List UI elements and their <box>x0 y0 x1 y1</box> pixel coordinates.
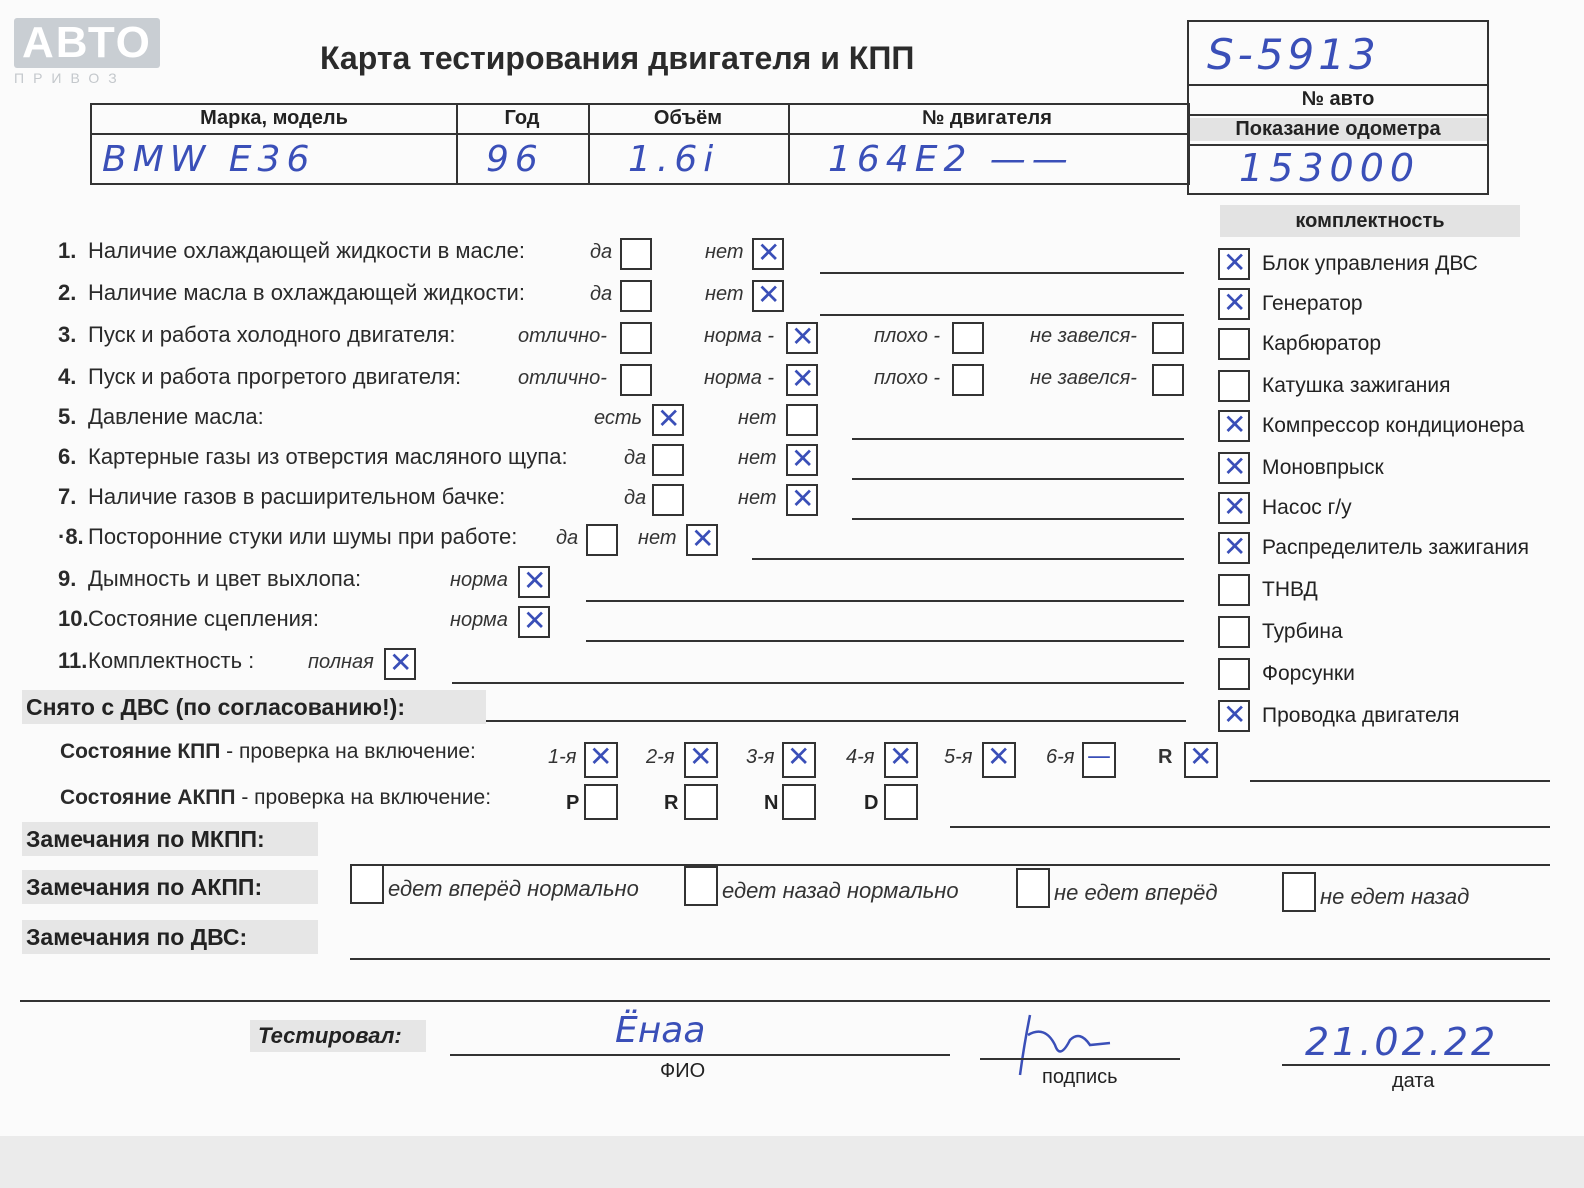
question-7-opt-1-label: нет <box>738 487 777 509</box>
question-3-opt-1-checkbox[interactable] <box>786 322 818 354</box>
kpp-gear-label: 2-я <box>646 746 675 768</box>
question-1-opt-0-label: да <box>590 241 613 263</box>
komplekt-checkbox[interactable] <box>1218 328 1250 360</box>
kpp-gear-checkbox[interactable] <box>584 742 618 778</box>
question-5-opt-1-checkbox[interactable] <box>786 404 818 436</box>
removed-line[interactable] <box>486 720 1186 722</box>
question-11-opt-0-checkbox[interactable] <box>384 648 416 680</box>
kpp-gear-checkbox[interactable] <box>884 742 918 778</box>
akpp-mode-checkbox[interactable] <box>884 784 918 820</box>
date-line[interactable] <box>1282 1064 1550 1066</box>
komplekt-checkbox[interactable] <box>1218 616 1250 648</box>
komplekt-item-label: Распределитель зажигания <box>1262 536 1530 559</box>
question-6-opt-0-label: да <box>624 447 647 469</box>
question-2-opt-1-checkbox[interactable] <box>752 280 784 312</box>
komplekt-item-label: Компрессор кондиционера <box>1262 414 1525 437</box>
komplekt-item-label: Карбюратор <box>1262 332 1382 355</box>
remarks-dvs-label: Замечания по ДВС: <box>22 920 318 954</box>
removed-label: Снято с ДВС (по согласованию!): <box>22 690 486 724</box>
komplekt-item[interactable] <box>1218 288 1558 322</box>
kpp-gear-label: 6-я <box>1046 746 1075 768</box>
akpp-remark-checkbox[interactable] <box>684 866 718 906</box>
komplekt-checkbox[interactable] <box>1218 248 1250 280</box>
akpp-remark-checkbox[interactable] <box>350 864 384 904</box>
date-label: дата <box>1392 1070 1435 1092</box>
komplekt-item[interactable] <box>1218 410 1558 444</box>
fio-line[interactable] <box>450 1054 950 1056</box>
komplekt-item[interactable] <box>1218 616 1558 650</box>
remarks-mkpp-line[interactable] <box>350 864 1550 866</box>
kpp-gear-checkbox[interactable] <box>684 742 718 778</box>
question-5-opt-1-label: нет <box>738 407 777 429</box>
remarks-akpp-label: Замечания по АКПП: <box>22 870 318 904</box>
question-6-opt-0-checkbox[interactable] <box>652 444 684 476</box>
question-6-notes-line[interactable] <box>852 478 1184 480</box>
akpp-mode-label: N <box>764 792 779 814</box>
remarks-dvs-line-2[interactable] <box>20 1000 1550 1002</box>
question-4-opt-3-label: не завелся- <box>1030 367 1137 389</box>
question-4-opt-1-label: норма - <box>704 367 775 389</box>
question-4-opt-0-checkbox[interactable] <box>620 364 652 396</box>
question-5: 5. Давление масла: <box>58 404 264 429</box>
question-2-opt-0-label: да <box>590 283 613 305</box>
komplekt-checkbox[interactable] <box>1218 574 1250 606</box>
akpp-mode-label: R <box>664 792 679 814</box>
auto-number-box <box>1187 20 1489 195</box>
question-3-opt-0-label: отлично- <box>518 325 607 347</box>
question-4: 4. Пуск и работа прогретого двигателя: <box>58 364 462 389</box>
komplekt-item[interactable] <box>1218 532 1558 566</box>
question-8: ·8. Посторонние стуки или шумы при работе: <box>58 524 518 549</box>
komplekt-item-label: Форсунки <box>1262 662 1355 685</box>
question-1-opt-1-label: нет <box>705 241 744 263</box>
komplekt-item-label: Насос г/у <box>1262 496 1352 519</box>
komplekt-item-label: Генератор <box>1262 292 1363 315</box>
question-3-opt-3-checkbox[interactable] <box>1152 322 1184 354</box>
kpp-gear-checkbox[interactable] <box>1082 742 1116 778</box>
question-1: 1. Наличие охлаждающей жидкости в масле: <box>58 238 525 263</box>
komplekt-item[interactable] <box>1218 658 1558 692</box>
question-5-notes-line[interactable] <box>852 438 1184 440</box>
question-11-opt-0-label: полная <box>308 651 374 673</box>
header-col-year: Год 96 <box>456 105 590 183</box>
question-9: 9. Дымность и цвет выхлопа: <box>58 566 362 591</box>
question-11: 11.Комплектность : <box>58 648 255 673</box>
komplekt-item[interactable] <box>1218 370 1558 404</box>
question-1-notes-line[interactable] <box>820 272 1184 274</box>
question-2-opt-1-label: нет <box>705 283 744 305</box>
question-8-notes-line[interactable] <box>752 558 1184 560</box>
komplekt-checkbox[interactable] <box>1218 410 1250 442</box>
akpp-label: Состояние АКПП - проверка на включение: <box>60 786 492 809</box>
question-2-notes-line[interactable] <box>820 314 1184 316</box>
kpp-gear-checkbox[interactable] <box>1184 742 1218 778</box>
komplekt-item[interactable] <box>1218 574 1558 608</box>
komplekt-title: комплектность <box>1220 205 1520 237</box>
kpp-gear-label: R <box>1158 746 1173 768</box>
logo <box>14 18 160 86</box>
vehicle-header-table <box>90 103 1190 185</box>
kpp-gear-checkbox[interactable] <box>782 742 816 778</box>
question-4-opt-1-checkbox[interactable] <box>786 364 818 396</box>
auto-number-label: № авто <box>1301 88 1375 110</box>
akpp-line[interactable] <box>950 826 1550 828</box>
akpp-remark-label: не едет назад <box>1320 884 1470 909</box>
question-9-opt-0-checkbox[interactable] <box>518 566 550 598</box>
kpp-gear-label: 1-я <box>548 746 577 768</box>
fio-label: ФИО <box>660 1060 706 1082</box>
komplekt-checkbox[interactable] <box>1218 452 1250 484</box>
komplekt-item[interactable] <box>1218 248 1558 282</box>
question-7-opt-1-checkbox[interactable] <box>786 484 818 516</box>
akpp-mode-label: D <box>864 792 879 814</box>
question-7-opt-0-label: да <box>624 487 647 509</box>
komplekt-item[interactable] <box>1218 700 1558 734</box>
komplekt-item[interactable] <box>1218 328 1558 362</box>
akpp-remark-label: едет вперёд нормально <box>388 876 639 901</box>
fio-value: Ёнаа <box>615 1010 706 1051</box>
akpp-remark-label: не едет вперёд <box>1054 880 1218 905</box>
date-value: 21.02.22 <box>1305 1020 1499 1064</box>
question-8-opt-1-checkbox[interactable] <box>686 524 718 556</box>
question-7: 7. Наличие газов в расширительном бачке: <box>58 484 506 509</box>
komplekt-checkbox[interactable] <box>1218 492 1250 524</box>
komplekt-checkbox[interactable] <box>1218 700 1250 732</box>
header-col-engine-number: № двигателя 164E2 —— <box>828 107 1074 180</box>
question-4-opt-2-checkbox[interactable] <box>952 364 984 396</box>
question-8-opt-0-label: да <box>556 527 579 549</box>
question-10-opt-0-label: норма <box>450 609 508 631</box>
komplekt-item-label: Катушка зажигания <box>1262 374 1451 397</box>
kpp-gear-label: 3-я <box>746 746 775 768</box>
odometer-label: Показание одометра <box>1189 118 1487 141</box>
question-3-opt-2-label: плохо - <box>874 325 941 347</box>
question-7-opt-0-checkbox[interactable] <box>652 484 684 516</box>
akpp-mode-checkbox[interactable] <box>782 784 816 820</box>
question-4-opt-2-label: плохо - <box>874 367 941 389</box>
question-8-opt-0-checkbox[interactable] <box>586 524 618 556</box>
question-7-notes-line[interactable] <box>852 518 1184 520</box>
question-5-opt-0-checkbox[interactable] <box>652 404 684 436</box>
komplekt-checkbox[interactable] <box>1218 370 1250 402</box>
header-col-model: Марка, модель BMW E36 <box>92 105 458 183</box>
akpp-remark-checkbox[interactable] <box>1016 868 1050 908</box>
kpp-gear-label: 4-я <box>846 746 875 768</box>
tested-label: Тестировал: <box>250 1020 426 1052</box>
question-10: 10.Состояние сцепления: <box>58 606 319 631</box>
question-6-opt-1-label: нет <box>738 447 777 469</box>
question-6: 6. Картерные газы из отверстия масляного щупа: <box>58 444 568 469</box>
question-1-opt-1-checkbox[interactable] <box>752 238 784 270</box>
odometer-value: 153000 <box>1239 146 1421 190</box>
komplekt-item-label: Турбина <box>1262 620 1343 643</box>
remarks-dvs-line[interactable] <box>350 958 1550 960</box>
page-bottom-edge <box>0 1136 1584 1188</box>
question-10-opt-0-checkbox[interactable] <box>518 606 550 638</box>
logo-sub-text: ПРИВОЗ <box>14 70 126 86</box>
sign-line[interactable] <box>980 1058 1180 1060</box>
question-3-opt-2-checkbox[interactable] <box>952 322 984 354</box>
auto-number-value: S-5913 <box>1207 30 1380 79</box>
question-2: 2. Наличие масла в охлаждающей жидкости: <box>58 280 525 305</box>
kpp-gear-checkbox[interactable] <box>982 742 1016 778</box>
komplekt-checkbox[interactable] <box>1218 532 1250 564</box>
question-3: 3. Пуск и работа холодного двигателя: <box>58 322 456 347</box>
question-3-opt-3-label: не завелся- <box>1030 325 1137 347</box>
komplekt-item-label: Проводка двигателя <box>1262 704 1460 727</box>
question-11-notes-line[interactable] <box>452 682 1184 684</box>
komplekt-item[interactable] <box>1218 452 1558 486</box>
akpp-mode-checkbox[interactable] <box>684 784 718 820</box>
kpp-gear-label: 5-я <box>944 746 973 768</box>
question-2-opt-0-checkbox[interactable] <box>620 280 652 312</box>
question-1-opt-0-checkbox[interactable] <box>620 238 652 270</box>
question-4-opt-0-label: отлично- <box>518 367 607 389</box>
question-6-opt-1-checkbox[interactable] <box>786 444 818 476</box>
question-8-opt-1-label: нет <box>638 527 677 549</box>
komplekt-checkbox[interactable] <box>1218 658 1250 690</box>
remarks-mkpp-label: Замечания по МКПП: <box>22 822 318 856</box>
akpp-remark-checkbox[interactable] <box>1282 872 1316 912</box>
akpp-mode-checkbox[interactable] <box>584 784 618 820</box>
question-10-notes-line[interactable] <box>586 640 1184 642</box>
question-3-opt-0-checkbox[interactable] <box>620 322 652 354</box>
komplekt-item[interactable] <box>1218 492 1558 526</box>
komplekt-item-label: Моновпрыск <box>1262 456 1384 479</box>
komplekt-checkbox[interactable] <box>1218 288 1250 320</box>
logo-main-text: АВТО <box>14 18 160 68</box>
page-title: Карта тестирования двигателя и КПП <box>320 40 915 76</box>
akpp-mode-label: P <box>566 792 580 814</box>
komplekt-item-label: Блок управления ДВС <box>1262 252 1478 275</box>
kpp-label: Состояние КПП - проверка на включение: <box>60 740 476 763</box>
question-5-opt-0-label: есть <box>594 407 643 429</box>
sign-label: подпись <box>1042 1066 1118 1088</box>
question-9-notes-line[interactable] <box>586 600 1184 602</box>
question-4-opt-3-checkbox[interactable] <box>1152 364 1184 396</box>
question-3-opt-1-label: норма - <box>704 325 775 347</box>
question-9-opt-0-label: норма <box>450 569 508 591</box>
komplekt-item-label: ТНВД <box>1262 578 1318 601</box>
kpp-line[interactable] <box>1250 780 1550 782</box>
header-col-volume: Объём 1.6i <box>588 105 790 183</box>
akpp-remark-label: едет назад нормально <box>722 878 959 903</box>
